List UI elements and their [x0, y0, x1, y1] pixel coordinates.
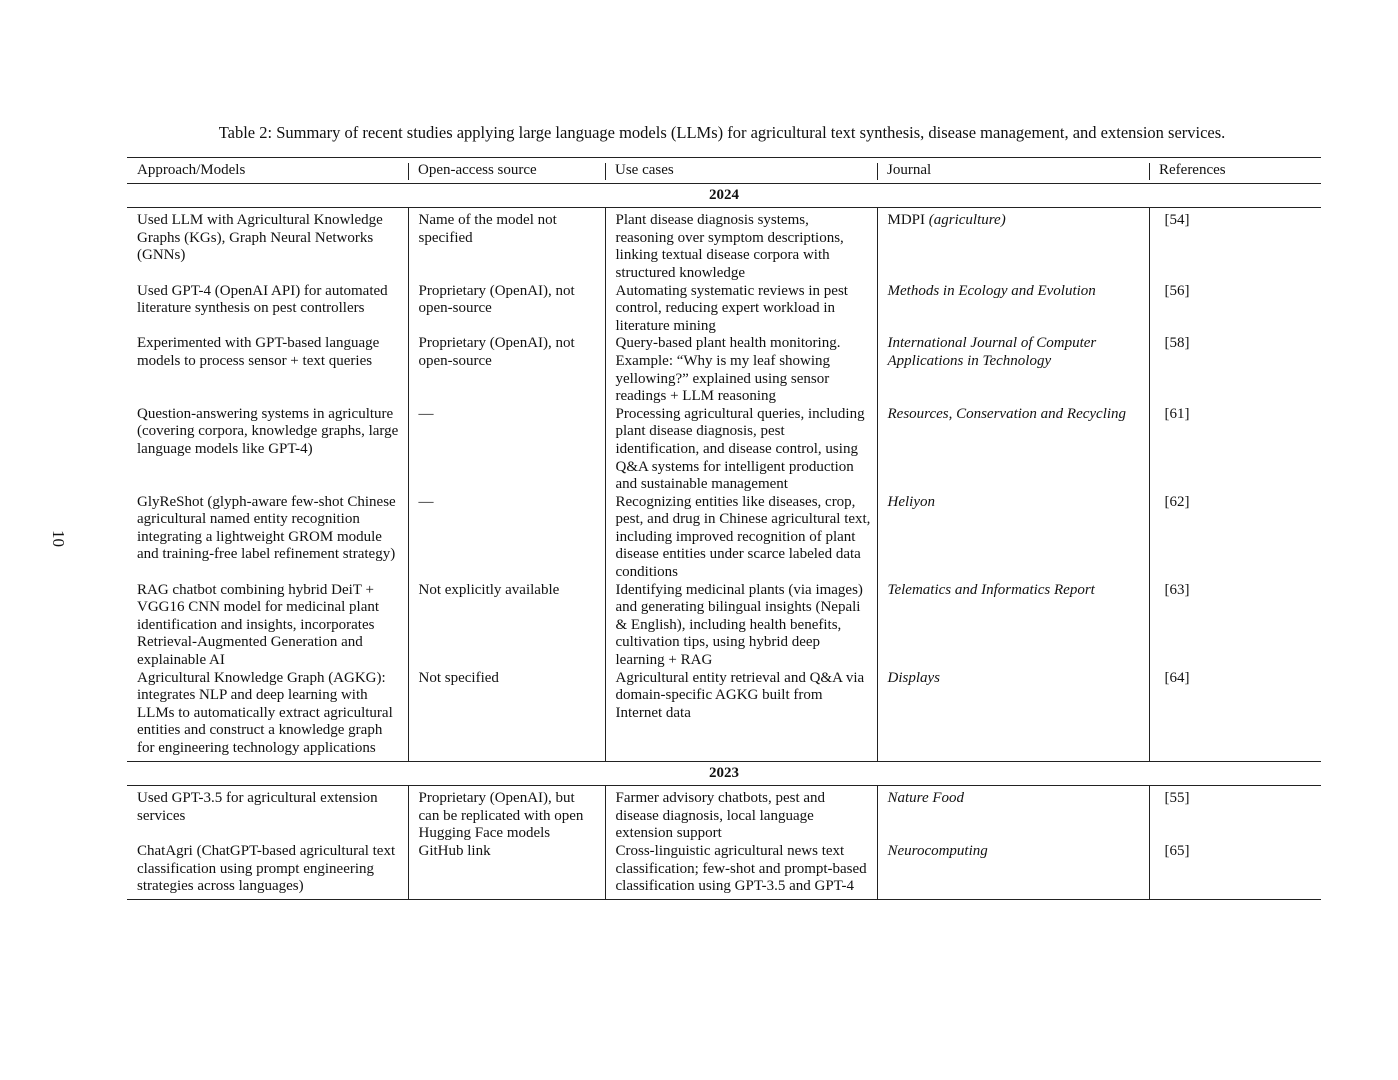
cell-reference: [64] — [1149, 670, 1321, 761]
cell-reference: [62] — [1149, 494, 1321, 582]
year-label: 2023 — [127, 761, 1321, 786]
year-row — [127, 183, 1321, 208]
journal-name-italic: Heliyon — [887, 493, 935, 510]
table-row — [127, 843, 1321, 899]
cell-source: — — [408, 494, 605, 582]
journal-name-italic: Resources, Conservation and Recycling — [887, 405, 1127, 422]
journal-name-italic: International Journal of Computer Applications in Technology — [887, 335, 1097, 369]
year-row — [127, 761, 1321, 786]
cell-journal — [877, 283, 1149, 336]
cell-reference: [65] — [1149, 843, 1321, 899]
cell-journal — [877, 843, 1149, 899]
table-row — [127, 335, 1321, 405]
cell-approach: GlyReShot (glyph-aware few-shot Chinese agricultural named entity recognition integrating a lightweight GROM module and training-free label refinement strategy) — [137, 493, 396, 563]
cell-approach: Used GPT-3.5 for agricultural extension services — [137, 790, 378, 824]
cell-journal — [877, 494, 1149, 582]
journal-name-italic: Displays — [887, 669, 940, 686]
cell-journal — [877, 406, 1149, 494]
journal-name-italic: Nature Food — [887, 790, 965, 807]
table-caption: Table 2: Summary of recent studies applying large language models (LLMs) for agricultural text synthesis, disease management, and extension services. — [218, 123, 1226, 142]
journal-name-italic: (agriculture) — [928, 212, 1006, 229]
cell-source: Proprietary (OpenAI), not open-source — [408, 335, 605, 405]
journal-name-italic: Neurocomputing — [887, 842, 988, 859]
page-number: 10 — [49, 530, 68, 547]
cell-use-cases: Processing agricultural queries, including plant disease diagnosis, pest identification, and disease control, using Q&A systems for intelligent production and sustainable management — [605, 406, 877, 494]
cell-source: Not specified — [408, 670, 605, 761]
table-body — [127, 183, 1321, 899]
cell-use-cases: Agricultural entity retrieval and Q&A via domain-specific AGKG built from Internet data — [605, 670, 877, 761]
cell-journal — [877, 335, 1149, 405]
table-header-row — [127, 158, 1321, 184]
cell-journal — [877, 208, 1149, 283]
cell-source: GitHub link — [408, 843, 605, 899]
cell-journal — [877, 582, 1149, 670]
cell-reference: [55] — [1149, 786, 1321, 843]
cell-use-cases: Recognizing entities like diseases, crop, pest, and drug in Chinese agricultural text, including improved recognition of plant disease entities under scarce labeled data conditions — [605, 494, 877, 582]
summary-table — [127, 157, 1321, 900]
cell-approach: Used GPT-4 (OpenAI API) for automated literature synthesis on pest controllers — [137, 282, 388, 317]
cell-approach: Question-answering systems in agriculture (covering corpora, knowledge graphs, large language models like GPT-4) — [137, 405, 399, 457]
header-journal: Journal — [877, 158, 1149, 184]
header-approach: Approach/Models — [127, 158, 408, 184]
cell-source: Proprietary (OpenAI), not open-source — [408, 283, 605, 336]
cell-approach: ChatAgri (ChatGPT-based agricultural text classification using prompt engineering strategies across languages) — [127, 843, 408, 899]
cell-use-cases: Farmer advisory chatbots, pest and disease diagnosis, local language extension support — [605, 786, 877, 843]
header-references: References — [1149, 158, 1321, 184]
cell-source: Proprietary (OpenAI), but can be replicated with open Hugging Face models — [408, 786, 605, 843]
cell-approach: Agricultural Knowledge Graph (AGKG): integrates NLP and deep learning with LLMs to automatically extract agricultural entities and construct a knowledge graph for engineering technology applications — [127, 670, 408, 761]
cell-use-cases: Automating systematic reviews in pest control, reducing expert workload in literature mining — [605, 283, 877, 336]
cell-approach: RAG chatbot combining hybrid DeiT + VGG16 CNN model for medicinal plant identification and insights, incorporates Retrieval-Augmented Generation and explainable AI — [137, 581, 380, 669]
table-row — [127, 406, 1321, 494]
cell-reference: [61] — [1149, 406, 1321, 494]
cell-reference: [56] — [1149, 283, 1321, 336]
cell-reference: [58] — [1149, 335, 1321, 405]
cell-use-cases: Cross-linguistic agricultural news text classification; few-shot and prompt-based classification using GPT-3.5 and GPT-4 — [605, 843, 877, 899]
table-row — [127, 786, 1321, 843]
cell-use-cases: Identifying medicinal plants (via images) and generating bilingual insights (Nepali & English), including health benefits, cultivation tips, using hybrid deep learning + RAG — [605, 582, 877, 670]
cell-journal — [877, 786, 1149, 843]
journal-name: MDPI — [887, 212, 926, 229]
cell-source: — — [408, 406, 605, 494]
table-row — [127, 670, 1321, 761]
cell-use-cases: Query-based plant health monitoring. Example: “Why is my leaf showing yellowing?” explained using sensor readings + LLM reasoning — [605, 335, 877, 405]
cell-approach: Experimented with GPT-based language models to process sensor + text queries — [137, 335, 380, 369]
cell-source: Not explicitly available — [408, 582, 605, 670]
cell-approach: Used LLM with Agricultural Knowledge Graphs (KGs), Graph Neural Networks (GNNs) — [137, 212, 383, 264]
table-row — [127, 582, 1321, 670]
table-row — [127, 494, 1321, 582]
header-use-cases: Use cases — [605, 158, 877, 184]
cell-journal — [877, 670, 1149, 761]
cell-source: Name of the model not specified — [408, 208, 605, 283]
cell-use-cases: Plant disease diagnosis systems, reasoning over symptom descriptions, linking textual disease corpora with structured knowledge — [605, 208, 877, 283]
table-row — [127, 208, 1321, 283]
journal-name-italic: Methods in Ecology and Evolution — [887, 282, 1096, 299]
header-source: Open-access source — [408, 158, 605, 184]
cell-reference: [63] — [1149, 582, 1321, 670]
year-label: 2024 — [127, 183, 1321, 208]
cell-reference: [54] — [1149, 208, 1321, 283]
table-row — [127, 283, 1321, 336]
journal-name-italic: Telematics and Informatics Report — [887, 581, 1095, 598]
